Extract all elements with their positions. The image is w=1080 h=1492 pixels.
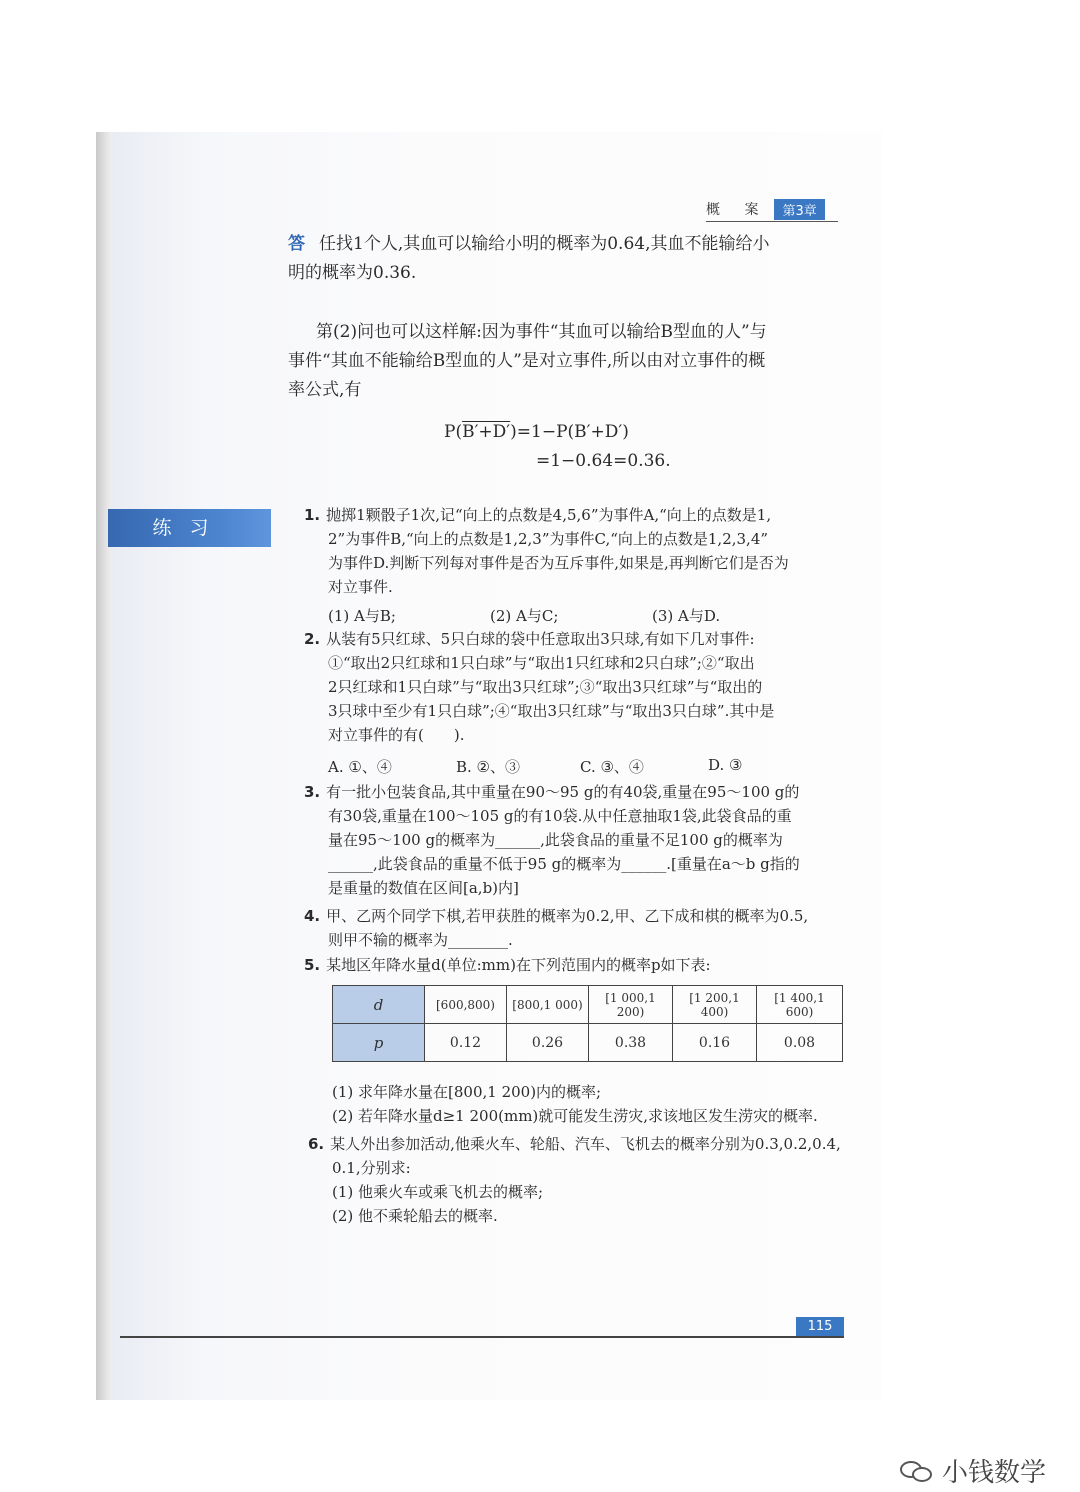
q6-line-1: 某人外出参加活动,他乘火车、轮船、汽车、飞机去的概率分别为0.3,0.2,0.4, (330, 1135, 841, 1153)
q2-option-a: A. ①、④ (328, 758, 392, 776)
question-number: 5. (304, 956, 321, 974)
q2-option-c: C. ③、④ (580, 758, 644, 776)
question-number: 1. (304, 506, 321, 524)
formula-line-2: =1−0.64=0.36. (536, 451, 671, 471)
table-cell: 0.12 (425, 1024, 507, 1062)
question-4 (304, 904, 849, 952)
q1-option-1: (1) A与B; (328, 607, 396, 625)
answer-block (288, 230, 848, 288)
formula-rhs: )=1−P(B′+D′) (510, 422, 629, 442)
question-number: 3. (304, 783, 321, 801)
formula-p: P( (444, 422, 463, 442)
header-rule (706, 221, 838, 222)
q1-line-2: 2”为事件B,“向上的点数是1,2,3”为事件C,“向上的点数是1,2,3,4” (328, 530, 769, 548)
header-title: 概 案 (706, 202, 769, 218)
page-number: 115 (796, 1317, 844, 1337)
question-6 (308, 1132, 853, 1228)
practice-section-tag: 练习 (108, 509, 271, 547)
footer-rule (120, 1336, 844, 1338)
table-header-d: d (333, 986, 425, 1024)
q6-sub-1: (1) 他乘火车或乘飞机去的概率; (332, 1183, 544, 1201)
answer-line-1: 任找1个人,其血可以输给小明的概率为0.64,其血不能输给小 (319, 234, 770, 254)
table-cell: [600,800) (425, 986, 507, 1024)
q1-line-3: 为事件D.判断下列每对事件是否为互斥事件,如果是,再判断它们是否为 (328, 554, 789, 572)
q4-line-2: 则甲不输的概率为________. (328, 931, 513, 949)
table-cell: 0.16 (673, 1024, 757, 1062)
q5-intro: 某地区年降水量d(单位:mm)在下列范围内的概率p如下表: (326, 956, 711, 974)
table-cell: [1 000,1 200) (589, 986, 673, 1024)
running-header (706, 199, 825, 219)
alt-line-1: 第(2)问也可以这样解:因为事件“其血可以输给B型血的人”与 (316, 322, 767, 342)
q3-line-3: 量在95～100 g的概率为______,此袋食品的重量不足100 g的概率为 (328, 831, 783, 849)
question-3 (304, 780, 849, 900)
wechat-icon (900, 1459, 934, 1483)
question-1 (304, 503, 849, 599)
chapter-badge: 第3章 (774, 199, 824, 220)
alt-line-2: 事件“其血不能输给B型血的人”是对立事件,所以由对立事件的概 (288, 351, 766, 371)
q5-sub-2: (2) 若年降水量d≥1 200(mm)就可能发生涝灾,求该地区发生涝灾的概率. (332, 1107, 818, 1125)
q6-line-2: 0.1,分别求: (332, 1159, 411, 1177)
q1-option-3: (3) A与D. (652, 607, 721, 625)
q3-line-4: ______,此袋食品的重量不低于95 g的概率为______.[重量在a～b g指的 (328, 855, 800, 873)
q1-options (328, 605, 720, 626)
q2-option-d: D. ③ (708, 756, 743, 774)
table-cell: 0.08 (757, 1024, 843, 1062)
table-cell: [800,1 000) (507, 986, 589, 1024)
answer-line-2: 明的概率为0.36. (288, 263, 417, 283)
question-number: 2. (304, 630, 321, 648)
table-row (333, 1024, 843, 1062)
table-row (333, 986, 843, 1024)
q3-line-1: 有一批小包装食品,其中重量在90～95 g的有40袋,重量在95～100 g的 (326, 783, 800, 801)
q5-subquestions (332, 1080, 852, 1128)
question-number: 4. (304, 907, 321, 925)
formula-line-1 (444, 422, 629, 442)
question-5 (304, 953, 849, 977)
q5-sub-1: (1) 求年降水量在[800,1 200)内的概率; (332, 1083, 602, 1101)
q4-line-1: 甲、乙两个同学下棋,若甲获胜的概率为0.2,甲、乙下成和棋的概率为0.5, (326, 907, 809, 925)
q2-line-2: ①“取出2只红球和1只白球”与“取出1只红球和2只白球”;②“取出 (328, 654, 755, 672)
table-cell: 0.38 (589, 1024, 673, 1062)
watermark-text: 小钱数学 (942, 1458, 1047, 1488)
table-cell: [1 200,1 400) (673, 986, 757, 1024)
q2-line-3: 2只红球和1只白球”与“取出3只红球”;③“取出3只红球”与“取出的 (328, 678, 763, 696)
q1-line-1: 抛掷1颗骰子1次,记“向上的点数是4,5,6”为事件A,“向上的点数是1, (326, 506, 772, 524)
q3-line-2: 有30袋,重量在100～105 g的有10袋.从中任意抽取1袋,此袋食品的重 (328, 807, 792, 825)
table-cell: [1 400,1 600) (757, 986, 843, 1024)
watermark (900, 1452, 1046, 1489)
q2-line-5: 对立事件的有( ). (328, 726, 465, 744)
q2-option-b: B. ②、③ (456, 758, 521, 776)
table-header-p: p (333, 1024, 425, 1062)
question-number: 6. (308, 1135, 325, 1153)
alt-solution-block (288, 318, 848, 405)
formula-overlined: B′+D′ (462, 422, 511, 442)
rainfall-probability-table (332, 985, 843, 1062)
q1-line-4: 对立事件. (328, 578, 393, 596)
q1-option-2: (2) A与C; (490, 607, 559, 625)
table-cell: 0.26 (507, 1024, 589, 1062)
question-2 (304, 627, 849, 747)
q2-line-4: 3只球中至少有1只白球”;④“取出3只红球”与“取出3只白球”.其中是 (328, 702, 775, 720)
q2-options (328, 756, 742, 777)
answer-label: 答 (288, 234, 305, 254)
q3-line-5: 是重量的数值在区间[a,b)内] (328, 879, 519, 897)
q6-sub-2: (2) 他不乘轮船去的概率. (332, 1207, 498, 1225)
alt-line-3: 率公式,有 (288, 380, 362, 400)
q2-line-1: 从装有5只红球、5只白球的袋中任意取出3只球,有如下几对事件: (326, 630, 755, 648)
